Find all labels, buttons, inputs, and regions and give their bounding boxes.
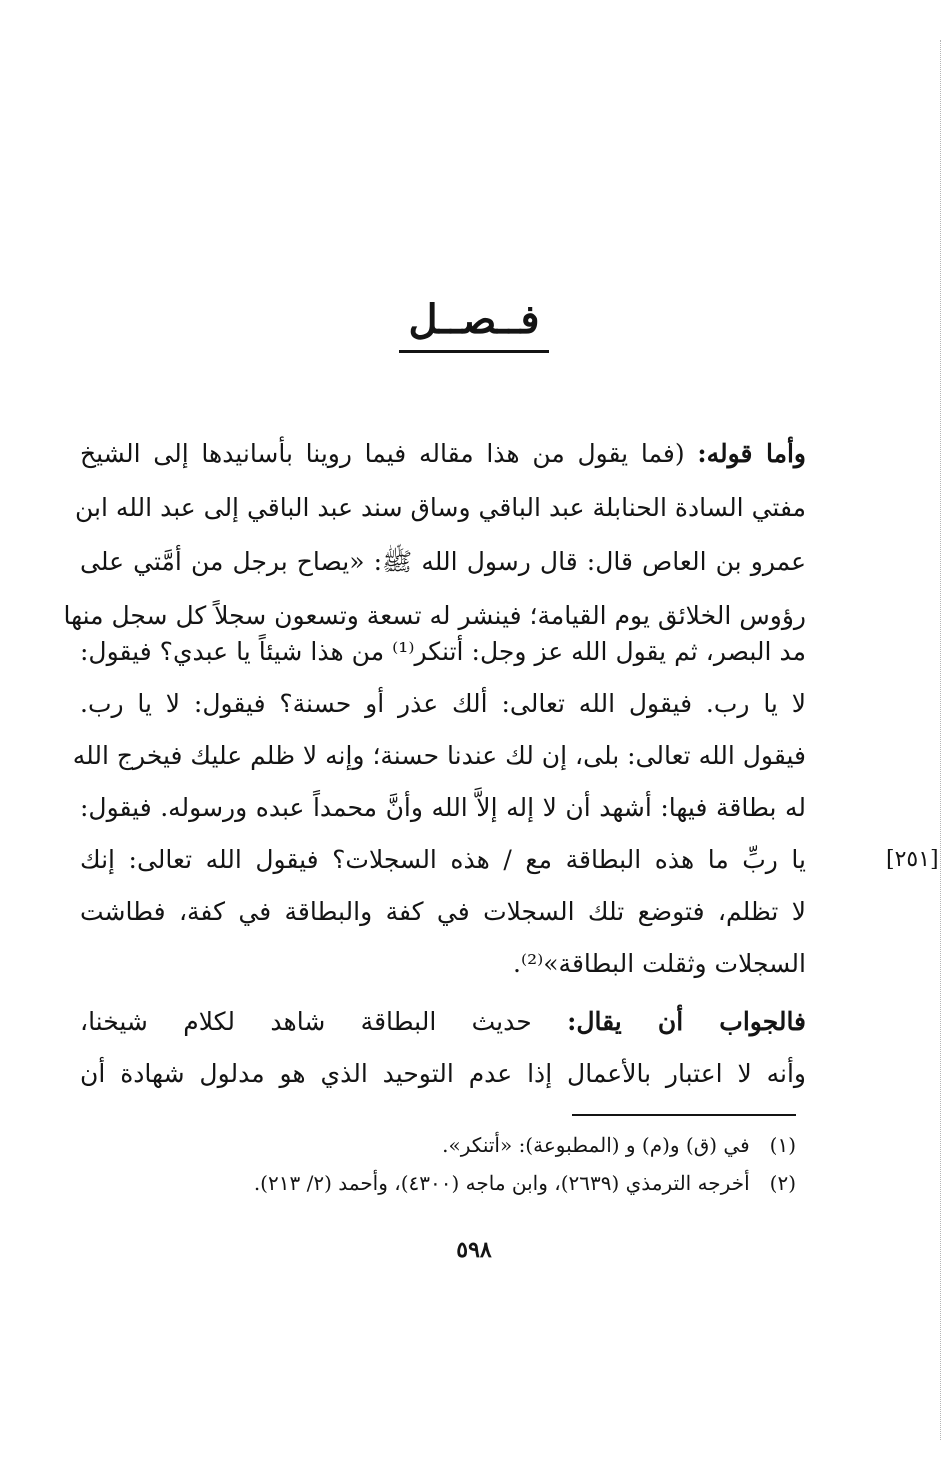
body-line-12: فالجواب أن يقال: حديث البطاقة شاهد لكلام شيخنا، bbox=[80, 1007, 807, 1036]
body-line-8: له بطاقة فيها: أشهد أن لا إله إلاَّ الله وأنَّ محمداً عبده ورسوله. فيقول: bbox=[80, 793, 806, 822]
lead-phrase: وأما قوله: bbox=[697, 439, 806, 468]
footnote-1 bbox=[160, 1126, 796, 1164]
section-heading-text: فــصــل bbox=[399, 292, 550, 353]
body-line-6: لا يا رب. فيقول الله تعالى: ألك عذر أو حسنة؟ فيقول: لا يا رب. bbox=[80, 689, 806, 718]
lead-phrase: فالجواب أن يقال: bbox=[567, 1007, 807, 1036]
footnote-text: أخرجه الترمذي (٢٦٣٩)، وابن ماجه (٤٣٠٠)، وأحمد (٢/ ٢١٣). bbox=[253, 1171, 750, 1195]
body-line-11: السجلات وثقلت البطاقة»⁽²⁾. bbox=[513, 949, 806, 978]
page-edge-line bbox=[940, 40, 941, 1440]
page-number: ٥٩٨ bbox=[456, 1237, 492, 1263]
body-line-10: لا تظلم، فتوضع تلك السجلات في كفة والبطاقة في كفة، فطاشت bbox=[80, 897, 806, 926]
body-line-7: فيقول الله تعالى: بلى، إن لك عندنا حسنة؛ وإنه لا ظلم عليك فيخرج الله bbox=[72, 741, 806, 770]
footnote-number: (٢) bbox=[769, 1171, 796, 1195]
footnote-text: في (ق) و(م) و (المطبوعة): «أتنكر». bbox=[442, 1133, 750, 1157]
body-line-2: مفتي السادة الحنابلة عبد الباقي وساق سند عبد الباقي إلى عبد الله ابن bbox=[75, 493, 806, 522]
manuscript-page-marker: [٢٥١] bbox=[886, 847, 939, 872]
body-line-9 bbox=[80, 834, 939, 886]
section-heading bbox=[0, 292, 948, 353]
body-line-13: وأنه لا اعتبار بالأعمال إذا عدم التوحيد الذي هو مدلول شهادة أن bbox=[80, 1059, 806, 1088]
body-line-9-text: يا ربِّ ما هذه البطاقة مع / هذه السجلات؟ فيقول الله تعالى: إنك bbox=[80, 845, 806, 874]
footnote-2 bbox=[160, 1164, 796, 1202]
footnote-number: (١) bbox=[769, 1133, 796, 1157]
footnote-separator bbox=[572, 1114, 796, 1116]
body-line-5: مد البصر، ثم يقول الله عز وجل: أتنكر⁽¹⁾ من هذا شيئاً يا عبدي؟ فيقول: bbox=[80, 637, 806, 666]
body-line-1: وأما قوله: (فما يقول من هذا مقاله فيما روينا بأسانيدها إلى الشيخ bbox=[80, 439, 806, 468]
body-line-4: رؤوس الخلائق يوم القيامة؛ فينشر له تسعة وتسعون سجلاً كل سجل منها bbox=[63, 601, 806, 630]
body-line-3: عمرو بن العاص قال: قال رسول الله ﷺ: «يصاح برجل من أمَّتي على bbox=[80, 547, 806, 576]
